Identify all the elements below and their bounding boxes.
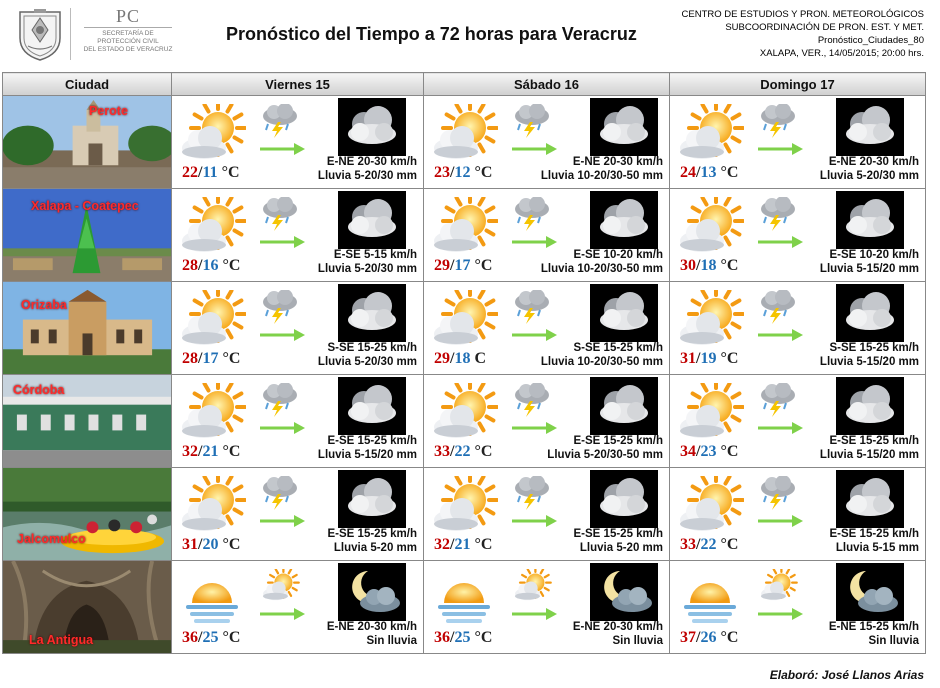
cloudy-night-icon — [590, 191, 658, 249]
temperature — [680, 350, 738, 368]
temp-unit: °C — [474, 164, 493, 181]
temp-separator: / — [450, 257, 455, 274]
temperature — [182, 629, 240, 647]
rain-forecast: Lluvia 5-20/30 mm — [317, 170, 417, 182]
hazy-sun-icon — [430, 569, 498, 629]
table-row — [3, 282, 926, 375]
temp-unit: °C — [474, 257, 493, 274]
cloudy-night-icon — [590, 284, 658, 342]
temperature — [182, 443, 240, 461]
temp-max: 30 — [680, 257, 696, 274]
wind-forecast: E-SE 5-15 km/h — [333, 249, 417, 261]
temp-max: 31 — [680, 350, 696, 367]
rain-forecast: Lluvia 10-20/30-50 mm — [540, 263, 663, 275]
temperature — [680, 536, 738, 554]
temp-unit: °C — [222, 257, 241, 274]
temp-min: 22 — [454, 443, 471, 460]
arrow-right-icon — [510, 328, 558, 342]
rain-forecast: Lluvia 5-15/20 mm — [819, 356, 919, 368]
wind-forecast: E-NE 20-30 km/h — [828, 156, 919, 168]
page-title: Pronóstico del Tiempo a 72 horas para Veracruz — [226, 24, 637, 44]
forecast-cell — [172, 468, 424, 561]
wind-forecast: S-SE 15-25 km/h — [573, 342, 663, 354]
temperature — [680, 443, 738, 461]
forecast-cell — [670, 468, 926, 561]
column-header-day: Viernes 15 — [172, 73, 424, 96]
temp-min: 20 — [202, 536, 219, 553]
cloudy-night-icon — [590, 470, 658, 528]
partly-cloudy-sun-icon — [430, 197, 498, 257]
temp-max: 24 — [680, 164, 696, 181]
arrow-right-icon — [756, 607, 804, 621]
temp-separator: / — [696, 629, 701, 646]
table-row — [3, 561, 926, 654]
temp-unit: °C — [221, 164, 240, 181]
partly-cloudy-sun-icon — [430, 104, 498, 164]
arrow-right-icon — [258, 235, 306, 249]
temperature — [182, 257, 240, 275]
rain-forecast: Lluvia 5-20 mm — [333, 542, 417, 554]
temp-max: 32 — [434, 536, 450, 553]
temp-max: 37 — [680, 629, 696, 646]
partly-cloudy-sun-icon — [430, 290, 498, 350]
temp-unit: °C — [720, 443, 739, 460]
moon-cloud-icon — [836, 563, 904, 621]
temp-unit: °C — [474, 536, 493, 553]
column-header-city: Ciudad — [3, 73, 172, 96]
wind-forecast: E-SE 15-25 km/h — [829, 528, 919, 540]
arrow-right-icon — [756, 142, 804, 156]
forecast-cell — [424, 282, 670, 375]
temp-unit: C — [474, 350, 487, 367]
rain-forecast: Lluvia 10-20/30-50 mm — [540, 170, 663, 182]
temp-max: 28 — [182, 350, 198, 367]
pc-name-line: SECRETARÍA DE — [102, 30, 154, 37]
temp-min: 16 — [202, 257, 219, 274]
city-name: Córdoba — [13, 383, 65, 397]
temp-min: 26 — [700, 629, 717, 646]
partly-cloudy-sun-icon — [676, 104, 744, 164]
temp-max: 32 — [182, 443, 198, 460]
arrow-right-icon — [258, 607, 306, 621]
rain-forecast: Lluvia 5-20/30 mm — [317, 263, 417, 275]
table-row — [3, 189, 926, 282]
arrow-right-icon — [258, 421, 306, 435]
thunderstorm-icon — [260, 104, 300, 138]
thunderstorm-icon — [512, 197, 552, 231]
moon-cloud-icon — [590, 563, 658, 621]
thunderstorm-icon — [260, 197, 300, 231]
temp-min: 19 — [700, 350, 717, 367]
temperature — [434, 164, 492, 182]
partly-cloudy-sun-icon — [178, 383, 246, 443]
forecast-cell — [172, 189, 424, 282]
cloudy-night-icon — [836, 470, 904, 528]
temp-min: 11 — [202, 164, 218, 181]
thunderstorm-icon — [512, 104, 552, 138]
arrow-right-icon — [756, 421, 804, 435]
temp-unit: °C — [222, 629, 241, 646]
cloudy-night-icon — [338, 98, 406, 156]
temp-separator: / — [696, 350, 701, 367]
partly-cloudy-sun-icon — [430, 476, 498, 536]
city-photo — [3, 282, 171, 374]
arrow-right-icon — [258, 142, 306, 156]
temp-unit: °C — [474, 629, 493, 646]
wind-forecast: E-SE 10-20 km/h — [829, 249, 919, 261]
rain-forecast: Lluvia 5-15/20 mm — [819, 263, 919, 275]
city-cell — [3, 561, 172, 654]
forecast-cell — [670, 375, 926, 468]
wind-forecast: E-NE 20-30 km/h — [326, 621, 417, 633]
temp-separator: / — [198, 629, 203, 646]
forecast-cell — [172, 375, 424, 468]
temp-separator: / — [198, 164, 203, 181]
cloudy-night-icon — [836, 284, 904, 342]
thunderstorm-icon — [758, 383, 798, 417]
temp-min: 18 — [700, 257, 717, 274]
cloudy-night-icon — [338, 284, 406, 342]
cloudy-night-icon — [836, 98, 904, 156]
city-name: Xalapa - Coatepec — [31, 199, 139, 213]
forecast-cell — [172, 561, 424, 654]
rain-forecast: Lluvia 5-15/20 mm — [317, 449, 417, 461]
wind-forecast: S-SE 15-25 km/h — [829, 342, 919, 354]
thunderstorm-icon — [260, 290, 300, 324]
arrow-right-icon — [756, 328, 804, 342]
issuer-subcoordination: SUBCOORDINACIÓN DE PRON. EST. Y MET. — [725, 22, 924, 33]
temp-separator: / — [198, 257, 203, 274]
temp-separator: / — [450, 164, 455, 181]
table-row — [3, 96, 926, 189]
thunderstorm-icon — [758, 476, 798, 510]
arrow-right-icon — [258, 514, 306, 528]
temp-max: 23 — [434, 164, 450, 181]
cloudy-night-icon — [338, 470, 406, 528]
temp-unit: °C — [222, 443, 241, 460]
cloudy-night-icon — [590, 377, 658, 435]
column-header-day: Domingo 17 — [670, 73, 926, 96]
cloudy-night-icon — [836, 377, 904, 435]
temp-min: 25 — [202, 629, 219, 646]
temp-max: 22 — [182, 164, 198, 181]
wind-forecast: E-NE 20-30 km/h — [572, 621, 663, 633]
partly-cloudy-sun-icon — [676, 197, 744, 257]
temp-max: 29 — [434, 257, 450, 274]
temp-unit: °C — [222, 350, 241, 367]
partly-cloudy-sun-icon — [178, 197, 246, 257]
rain-forecast: Lluvia 5-20/30 mm — [819, 170, 919, 182]
pc-name-line: DEL ESTADO DE VERACRUZ — [83, 46, 173, 53]
forecast-cell — [670, 282, 926, 375]
temp-separator: / — [450, 443, 455, 460]
rain-forecast: Sin lluvia — [612, 635, 663, 647]
rain-forecast: Sin lluvia — [868, 635, 919, 647]
arrow-right-icon — [510, 235, 558, 249]
arrow-right-icon — [510, 514, 558, 528]
table-row — [3, 375, 926, 468]
city-cell — [3, 96, 172, 189]
cloudy-night-icon — [590, 98, 658, 156]
city-name: Orizaba — [21, 298, 67, 312]
pc-name-line: PROTECCIÓN CIVIL — [97, 38, 159, 45]
table-row — [3, 468, 926, 561]
wind-forecast: E-SE 15-25 km/h — [573, 528, 663, 540]
rain-forecast: Lluvia 5-15 mm — [835, 542, 919, 554]
temperature — [434, 629, 492, 647]
civil-protection-logo — [76, 6, 180, 62]
partly-cloudy-sun-icon — [676, 383, 744, 443]
thunderstorm-icon — [758, 197, 798, 231]
wind-forecast: E-SE 10-20 km/h — [573, 249, 663, 261]
temperature — [680, 629, 738, 647]
thunderstorm-icon — [512, 383, 552, 417]
pc-rule — [84, 27, 172, 28]
arrow-right-icon — [756, 235, 804, 249]
thunderstorm-icon — [758, 104, 798, 138]
temp-max: 28 — [182, 257, 198, 274]
city-photo — [3, 96, 171, 188]
temp-min: 21 — [454, 536, 471, 553]
temperature — [434, 257, 492, 275]
arrow-right-icon — [510, 607, 558, 621]
rain-forecast: Lluvia 5-15/20 mm — [819, 449, 919, 461]
partly-cloudy-sun-icon — [512, 569, 552, 603]
city-photo — [3, 468, 171, 560]
wind-forecast: E-SE 15-25 km/h — [327, 528, 417, 540]
temperature — [182, 164, 240, 182]
wind-forecast: E-SE 15-25 km/h — [573, 435, 663, 447]
temp-unit: °C — [720, 350, 739, 367]
wind-forecast: S-SE 15-25 km/h — [327, 342, 417, 354]
temp-unit: °C — [474, 443, 493, 460]
table-header-row — [3, 73, 926, 96]
forecast-cell — [670, 96, 926, 189]
forecast-table — [2, 72, 926, 654]
forecast-cell — [424, 468, 670, 561]
forecast-cell — [670, 189, 926, 282]
rain-forecast: Lluvia 10-20/30-50 mm — [540, 356, 663, 368]
temp-max: 31 — [182, 536, 198, 553]
temp-unit: °C — [720, 536, 739, 553]
cloudy-night-icon — [338, 377, 406, 435]
temperature — [680, 257, 738, 275]
city-name: La Antigua — [29, 633, 94, 647]
temp-separator: / — [696, 257, 701, 274]
temp-max: 33 — [434, 443, 450, 460]
city-cell — [3, 189, 172, 282]
wind-forecast: E-SE 15-25 km/h — [327, 435, 417, 447]
temp-unit: °C — [720, 164, 739, 181]
city-name: Jalcomulco — [17, 532, 86, 546]
rain-forecast: Lluvia 5-20/30 mm — [317, 356, 417, 368]
temp-min: 23 — [700, 443, 717, 460]
issue-date: XALAPA, VER., 14/05/2015; 20:00 hrs. — [759, 48, 924, 59]
cloudy-night-icon — [836, 191, 904, 249]
temp-separator: / — [198, 350, 203, 367]
temp-separator: / — [696, 164, 701, 181]
temp-min: 18 — [454, 350, 471, 367]
rain-forecast: Sin lluvia — [366, 635, 417, 647]
partly-cloudy-sun-icon — [178, 476, 246, 536]
issuer-center: CENTRO DE ESTUDIOS Y PRON. METEOROLÓGICOS — [681, 9, 924, 20]
forecast-cell — [424, 96, 670, 189]
cloudy-night-icon — [338, 191, 406, 249]
forecast-cell — [670, 561, 926, 654]
temp-separator: / — [450, 629, 455, 646]
temperature — [434, 350, 486, 368]
state-coat-of-arms-logo — [14, 8, 66, 62]
temperature — [182, 536, 240, 554]
hazy-sun-icon — [676, 569, 744, 629]
forecast-cell — [424, 561, 670, 654]
temp-min: 12 — [454, 164, 471, 181]
forecast-cell — [424, 189, 670, 282]
temperature — [434, 443, 492, 461]
forecast-id: Pronóstico_Ciudades_80 — [817, 35, 924, 46]
temp-max: 34 — [680, 443, 696, 460]
hazy-sun-icon — [178, 569, 246, 629]
logo-divider — [70, 8, 71, 60]
wind-forecast: E-NE 20-30 km/h — [326, 156, 417, 168]
temp-separator: / — [696, 536, 701, 553]
header — [0, 0, 940, 72]
temp-max: 36 — [182, 629, 198, 646]
temp-min: 21 — [202, 443, 219, 460]
partly-cloudy-sun-icon — [676, 290, 744, 350]
thunderstorm-icon — [758, 290, 798, 324]
arrow-right-icon — [510, 142, 558, 156]
pc-agency-name — [76, 30, 180, 54]
forecast-cell — [424, 375, 670, 468]
author-credit: Elaboró: José Llanos Arias — [769, 668, 924, 682]
temp-separator: / — [450, 350, 455, 367]
thunderstorm-icon — [512, 476, 552, 510]
temp-min: 22 — [700, 536, 717, 553]
wind-forecast: E-SE 15-25 km/h — [829, 435, 919, 447]
temp-min: 17 — [202, 350, 219, 367]
forecast-cell — [172, 282, 424, 375]
temperature — [680, 164, 738, 182]
temp-separator: / — [198, 443, 203, 460]
temp-min: 17 — [454, 257, 471, 274]
temp-max: 29 — [434, 350, 450, 367]
rain-forecast: Lluvia 5-20 mm — [579, 542, 663, 554]
city-cell — [3, 375, 172, 468]
rain-forecast: Lluvia 5-20/30-50 mm — [547, 449, 663, 461]
temp-unit: °C — [222, 536, 241, 553]
temp-max: 36 — [434, 629, 450, 646]
partly-cloudy-sun-icon — [178, 290, 246, 350]
partly-cloudy-sun-icon — [676, 476, 744, 536]
partly-cloudy-sun-icon — [758, 569, 798, 603]
city-cell — [3, 468, 172, 561]
temp-min: 25 — [454, 629, 471, 646]
arrow-right-icon — [510, 421, 558, 435]
arrow-right-icon — [258, 328, 306, 342]
temperature — [434, 536, 492, 554]
partly-cloudy-sun-icon — [260, 569, 300, 603]
moon-cloud-icon — [338, 563, 406, 621]
partly-cloudy-sun-icon — [430, 383, 498, 443]
wind-forecast: E-NE 20-30 km/h — [572, 156, 663, 168]
temp-max: 33 — [680, 536, 696, 553]
temp-separator: / — [696, 443, 701, 460]
thunderstorm-icon — [512, 290, 552, 324]
city-cell — [3, 282, 172, 375]
thunderstorm-icon — [260, 383, 300, 417]
temp-unit: °C — [720, 257, 739, 274]
partly-cloudy-sun-icon — [178, 104, 246, 164]
temp-separator: / — [198, 536, 203, 553]
thunderstorm-icon — [260, 476, 300, 510]
issuer-info — [682, 8, 924, 60]
city-name: Perote — [89, 104, 128, 118]
temp-separator: / — [450, 536, 455, 553]
forecast-cell — [172, 96, 424, 189]
wind-forecast: E-NE 15-25 km/h — [828, 621, 919, 633]
arrow-right-icon — [756, 514, 804, 528]
temp-unit: °C — [720, 629, 739, 646]
pc-abbreviation: PC — [115, 6, 141, 26]
column-header-day: Sábado 16 — [424, 73, 670, 96]
temperature — [182, 350, 240, 368]
temp-min: 13 — [700, 164, 717, 181]
